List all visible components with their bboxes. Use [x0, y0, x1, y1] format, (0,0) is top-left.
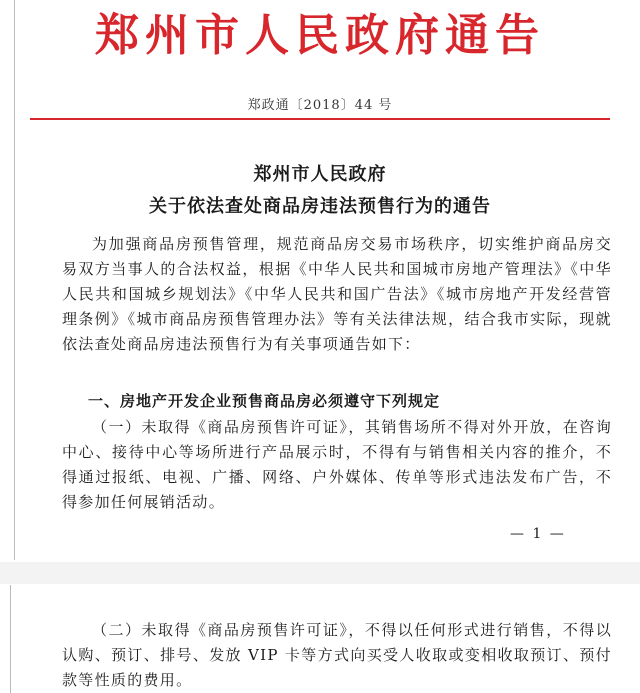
page-number: — 1 —	[510, 526, 566, 542]
item-paragraph: （二）未取得《商品房预售许可证》，不得以任何形式进行销售，不得以认购、预订、排号、发放 VIP 卡等方式向买受人收取或变相收取预订、预付款等性质的费用。	[62, 621, 612, 689]
page-edge-line	[10, 585, 11, 693]
item-paragraph: （一）未取得《商品房预售许可证》，其销售场所不得对外开放，在咨询中心、接待中心等场所进行产品展示时，不得有与销售相关内容的推介，不得通过报纸、电视、广播、网络、户外媒体、传单等形式违法发布广告，不得参加任何展销活动。	[62, 418, 612, 511]
page-edge-line	[14, 0, 15, 560]
notice-title: 关于依法查处商品房违法预售行为的通告	[149, 196, 491, 217]
red-header-title: 郑州市人民政府通告	[95, 10, 545, 61]
notice-issuer: 郑州市人民政府	[253, 164, 387, 185]
page-gap	[0, 562, 640, 584]
document-number: 郑政通〔2018〕44 号	[247, 98, 393, 113]
section-heading: 一、房地产开发企业预售商品房必须遵守下列规定	[88, 392, 441, 410]
intro-paragraph: 为加强商品房预售管理，规范商品房交易市场秩序，切实维护商品房交易双方当事人的合法权益，根据《中华人民共和国城市房地产管理法》《中华人民共和国城乡规划法》《中华人民共和国广告法》《城市房地产开发经营管理条例》《城市商品房预售管理办法》等有关法律法规，结合我市实际，现就依法查处商品房违法预售行为有关事项通告如下：	[62, 235, 612, 353]
red-divider	[30, 118, 610, 120]
